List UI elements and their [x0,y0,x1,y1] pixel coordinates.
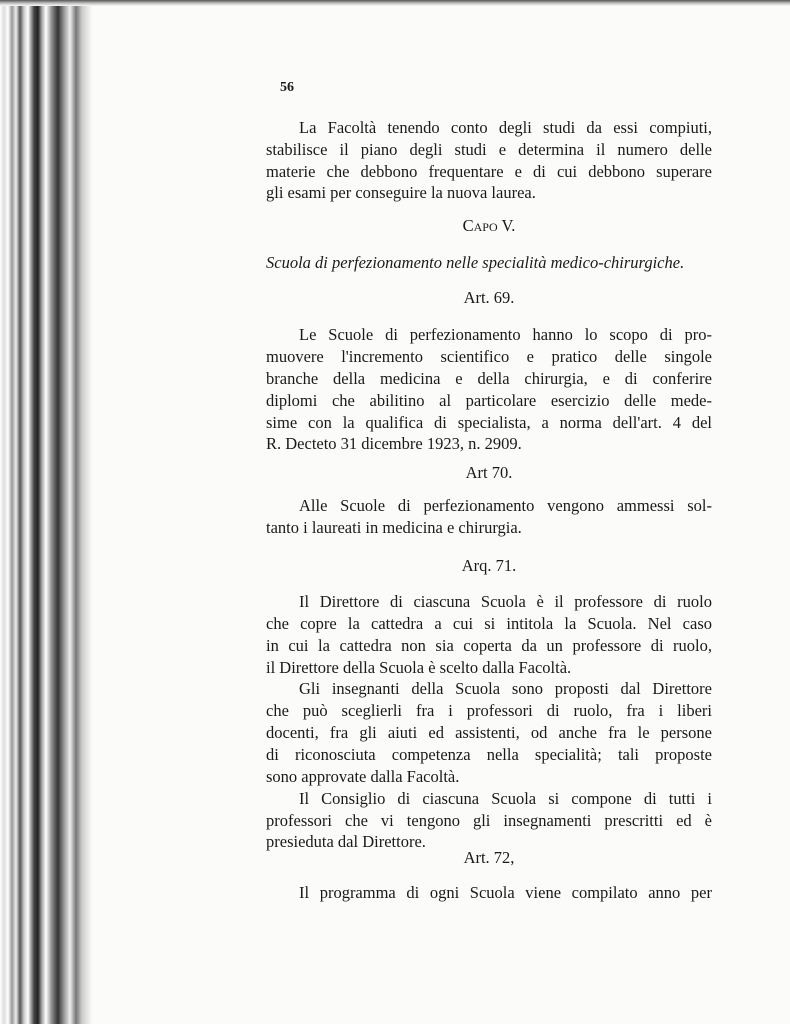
text-line: diplomi che abilitino al particolare esercizio delle mede- [266,391,712,410]
text-line: materie che debbono frequentare e di cui debbono superare [266,162,712,181]
book-binding-edge [0,0,92,1024]
text-line: Alle Scuole di perfezionamento vengono ammessi sol- [299,496,712,515]
text-line: stabilisce il piano degli studi e determina il numero delle [266,140,712,159]
text-line: R. Decteto 31 dicembre 1923, n. 2909. [266,434,522,453]
article-heading: Art. 72, [463,848,515,867]
text-line: La Facoltà tenendo conto degli studi da essi compiuti, [299,118,712,137]
text-line: che copre la cattedra a cui si intitola la Scuola. Nel caso [266,614,712,633]
article-heading: Art 70. [465,463,513,482]
scan-top-edge [0,0,790,6]
text-line: presieduta dal Direttore. [266,832,426,851]
text-line: muovere l'incremento scientifico e pratico delle singole [266,347,712,366]
text-line: Le Scuole di perfezionamento hanno lo scopo di pro- [299,325,712,344]
text-line: branche della medicina e della chirurgia, e di conferire [266,369,712,388]
text-line: gli esami per conseguire la nuova laurea. [266,183,536,202]
article-heading: Arq. 71. [461,556,517,575]
text-line: tanto i laureati in medicina e chirurgia. [266,518,522,537]
text-line: Il Consiglio di ciascuna Scuola si compone di tutti i [299,789,712,808]
text-line: che può sceglierli fra i professori di ruolo, fra i liberi [266,701,712,720]
chapter-title: Scuola di perfezionamento nelle specialità medico-chirurgiche. [266,253,685,272]
text-line: professori che vi tengono gli insegnamenti prescritti ed è [266,811,712,830]
text-line: in cui la cattedra non sia coperta da un professore di ruolo, [266,636,712,655]
page-number: 56 [280,80,294,95]
text-line: Gli insegnanti della Scuola sono proposti dal Direttore [299,679,712,698]
chapter-heading: Capo V. [462,216,516,235]
text-line: Il Direttore di ciascuna Scuola è il professore di ruolo [299,592,712,611]
text-line: Il programma di ogni Scuola viene compilato anno per [299,883,712,902]
text-line: sime con la qualifica di specialista, a norma dell'art. 4 del [266,413,712,432]
text-line: docenti, fra gli aiuti ed assistenti, od anche fra le persone [266,723,712,742]
text-line: sono approvate dalla Facoltà. [266,767,460,786]
text-line: di riconosciuta competenza nella specialità; tali proposte [266,745,712,764]
article-heading: Art. 69. [463,288,515,307]
text-line: il Direttore della Scuola è scelto dalla Facoltà. [266,658,572,677]
